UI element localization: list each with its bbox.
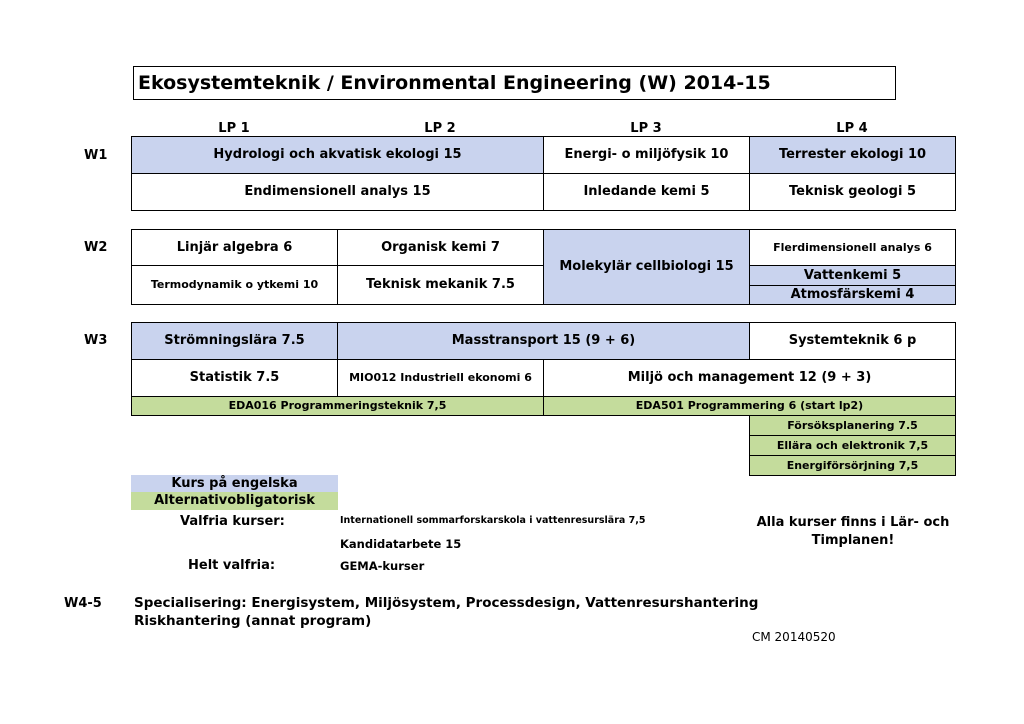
course-energi-miljofysik: Energi- o miljöfysik 10 <box>543 136 750 174</box>
course-organisk-kemi: Organisk kemi 7 <box>337 229 544 266</box>
legend-alternative: Alternativobligatorisk <box>131 492 338 510</box>
specialisering-text: Specialisering: Energisystem, Miljösystem, Processdesign, Vattenresurshantering Riskhantering (annat program) <box>134 595 759 629</box>
course-hydrologi: Hydrologi och akvatisk ekologi 15 <box>131 136 544 174</box>
course-endimensionell-analys: Endimensionell analys 15 <box>131 173 544 211</box>
course-eda501: EDA501 Programmering 6 (start lp2) <box>543 396 956 416</box>
course-flerdimensionell-analys: Flerdimensionell analys 6 <box>749 229 956 266</box>
course-inledande-kemi: Inledande kemi 5 <box>543 173 750 211</box>
page-title: Ekosystemteknik / Environmental Engineering (W) 2014-15 <box>133 66 896 100</box>
note-lar-och-timplanen: Alla kurser finns i Lär- och Timplanen! <box>756 515 950 549</box>
course-atmosfarskemi: Atmosfärskemi 4 <box>749 285 956 305</box>
signature-date: CM 20140520 <box>752 630 836 644</box>
course-statistik: Statistik 7.5 <box>131 359 338 397</box>
course-molekylar-cellbiologi: Molekylär cellbiologi 15 <box>543 229 750 305</box>
year-label-w1: W1 <box>84 148 108 163</box>
course-miljo-management: Miljö och management 12 (9 + 3) <box>543 359 956 397</box>
course-energiforsorjning: Energiförsörjning 7,5 <box>749 455 956 476</box>
course-systemteknik: Systemteknik 6 p <box>749 322 956 360</box>
course-termodynamik: Termodynamik o ytkemi 10 <box>131 265 338 305</box>
course-linjar-algebra: Linjär algebra 6 <box>131 229 338 266</box>
year-label-w4-5: W4-5 <box>64 596 102 611</box>
course-stromningslara: Strömningslära 7.5 <box>131 322 338 360</box>
period-lp3: LP 3 <box>630 121 662 136</box>
course-teknisk-geologi: Teknisk geologi 5 <box>749 173 956 211</box>
period-lp4: LP 4 <box>836 121 868 136</box>
legend-english: Kurs på engelska <box>131 475 338 493</box>
period-lp1: LP 1 <box>218 121 250 136</box>
course-masstransport: Masstransport 15 (9 + 6) <box>337 322 750 360</box>
year-label-w2: W2 <box>84 240 108 255</box>
course-vattenkemi: Vattenkemi 5 <box>749 265 956 286</box>
course-eda016: EDA016 Programmeringsteknik 7,5 <box>131 396 544 416</box>
year-label-w3: W3 <box>84 333 108 348</box>
course-forsoksplanering: Försöksplanering 7.5 <box>749 415 956 436</box>
course-terrester-ekologi: Terrester ekologi 10 <box>749 136 956 174</box>
helt-valfria-label: Helt valfria: <box>188 558 276 573</box>
course-mio012: MIO012 Industriell ekonomi 6 <box>337 359 544 397</box>
valfria-label: Valfria kurser: <box>180 514 285 529</box>
course-teknisk-mekanik: Teknisk mekanik 7.5 <box>337 265 544 305</box>
course-ellara-elektronik: Ellära och elektronik 7,5 <box>749 435 956 456</box>
helt-valfria-course: GEMA-kurser <box>340 559 425 573</box>
valfria-course-2: Kandidatarbete 15 <box>340 537 462 551</box>
period-lp2: LP 2 <box>424 121 456 136</box>
valfria-course-1: Internationell sommarforskarskola i vattenresurslära 7,5 <box>340 515 646 526</box>
